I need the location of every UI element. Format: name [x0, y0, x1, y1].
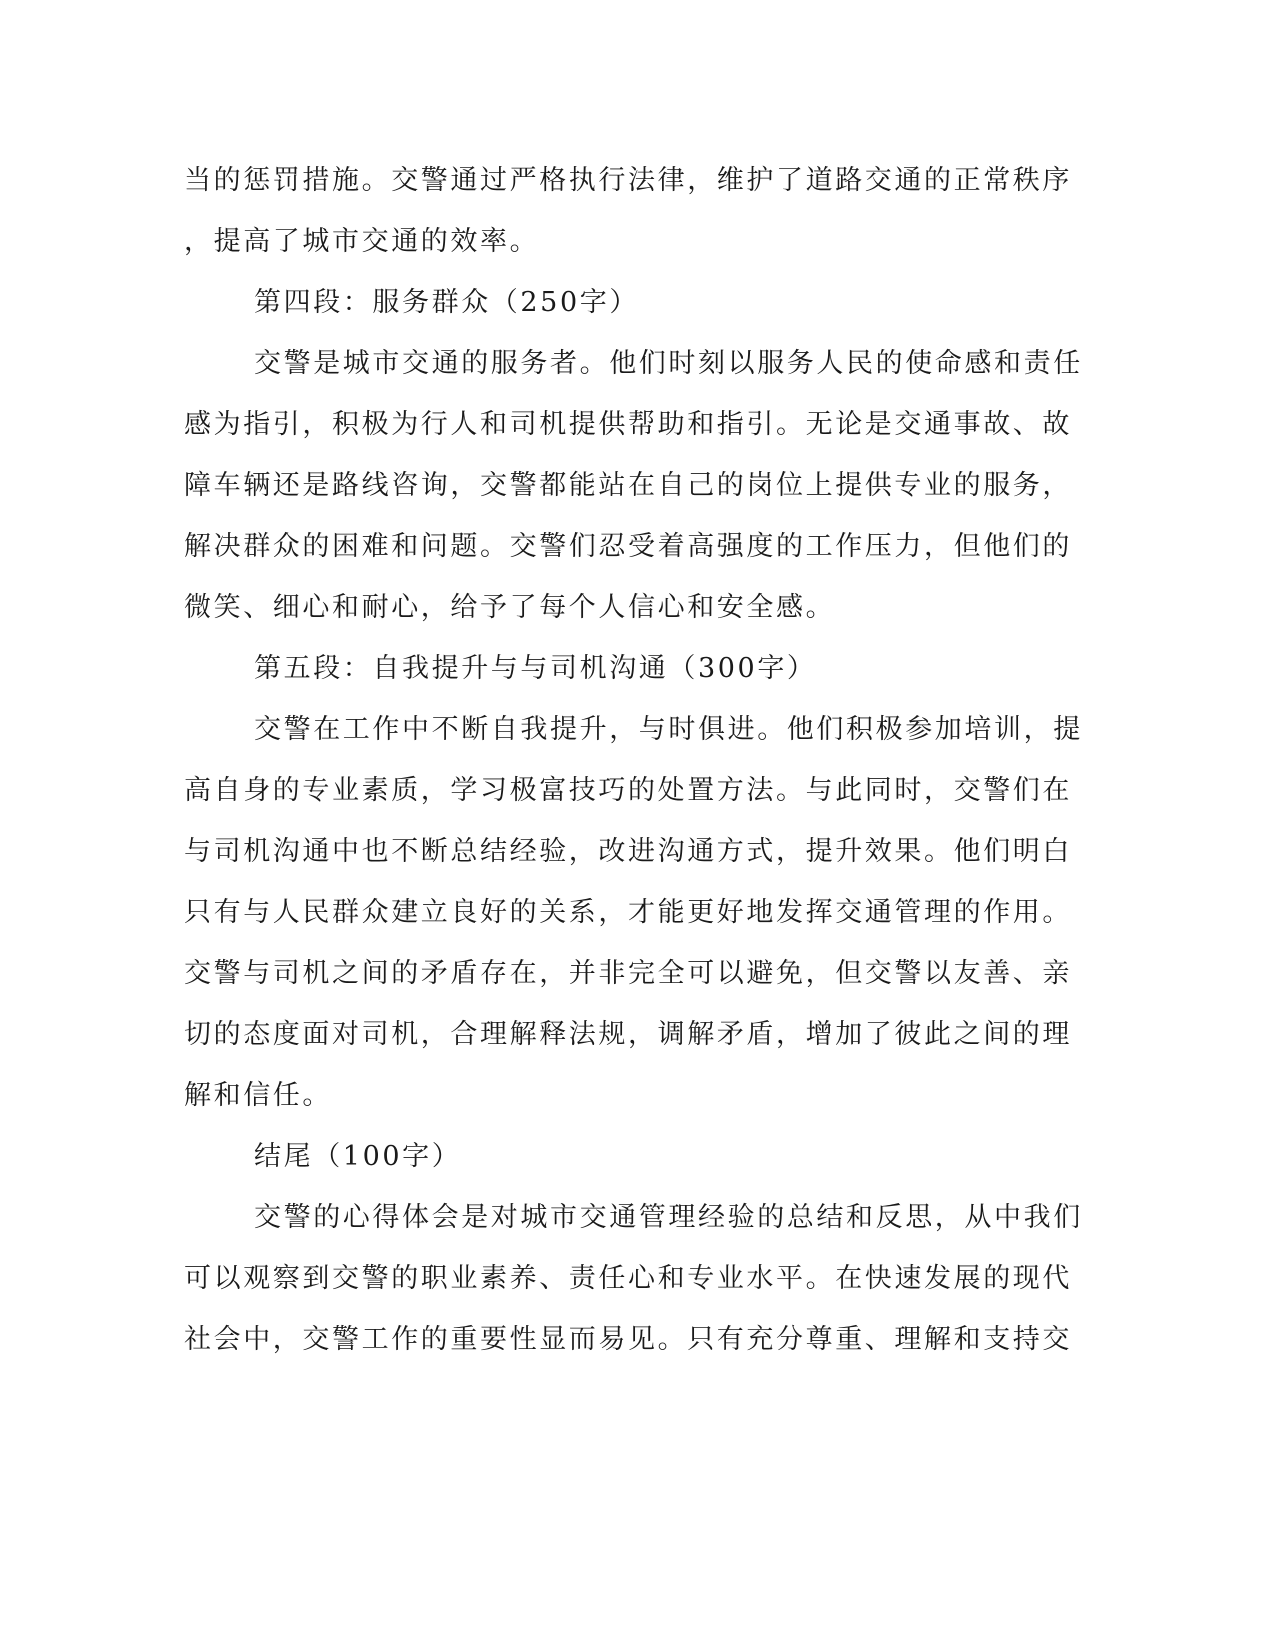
- paragraph-line: 交警是城市交通的服务者。他们时刻以服务人民的使命感和责任: [254, 348, 1083, 379]
- paragraph-line: 微笑、细心和耐心，给予了每个人信心和安全感。: [184, 592, 836, 623]
- paragraph-line: 交警在工作中不断自我提升，与时俱进。他们积极参加培训，提: [254, 714, 1083, 745]
- paragraph-line: 可以观察到交警的职业素养、责任心和专业水平。在快速发展的现代: [184, 1263, 1072, 1294]
- paragraph-line: ，提高了城市交通的效率。: [184, 226, 540, 257]
- paragraph-line: 社会中，交警工作的重要性显而易见。只有充分尊重、理解和支持交: [184, 1324, 1072, 1355]
- paragraph-line: 交警的心得体会是对城市交通管理经验的总结和反思，从中我们: [254, 1202, 1083, 1233]
- paragraph-line: 交警与司机之间的矛盾存在，并非完全可以避免，但交警以友善、亲: [184, 958, 1072, 989]
- section-heading-5: 第五段：自我提升与与司机沟通（300字）: [254, 653, 817, 684]
- paragraph-line: 当的惩罚措施。交警通过严格执行法律，维护了道路交通的正常秩序: [184, 165, 1072, 196]
- paragraph-line: 障车辆还是路线咨询，交警都能站在自己的岗位上提供专业的服务，: [184, 470, 1072, 501]
- section-heading-4: 第四段：服务群众（250字）: [254, 287, 639, 318]
- paragraph-line: 与司机沟通中也不断总结经验，改进沟通方式，提升效果。他们明白: [184, 836, 1072, 867]
- section-heading-ending: 结尾（100字）: [254, 1141, 462, 1172]
- paragraph-line: 只有与人民群众建立良好的关系，才能更好地发挥交通管理的作用。: [184, 897, 1072, 928]
- paragraph-line: 切的态度面对司机，合理解释法规，调解矛盾，增加了彼此之间的理: [184, 1019, 1072, 1050]
- document-body: [184, 150, 1083, 1370]
- paragraph-line: 感为指引，积极为行人和司机提供帮助和指引。无论是交通事故、故: [184, 409, 1072, 440]
- paragraph-line: 高自身的专业素质，学习极富技巧的处置方法。与此同时，交警们在: [184, 775, 1072, 806]
- paragraph-line: 解决群众的困难和问题。交警们忍受着高强度的工作压力，但他们的: [184, 531, 1072, 562]
- paragraph-line: 解和信任。: [184, 1080, 332, 1111]
